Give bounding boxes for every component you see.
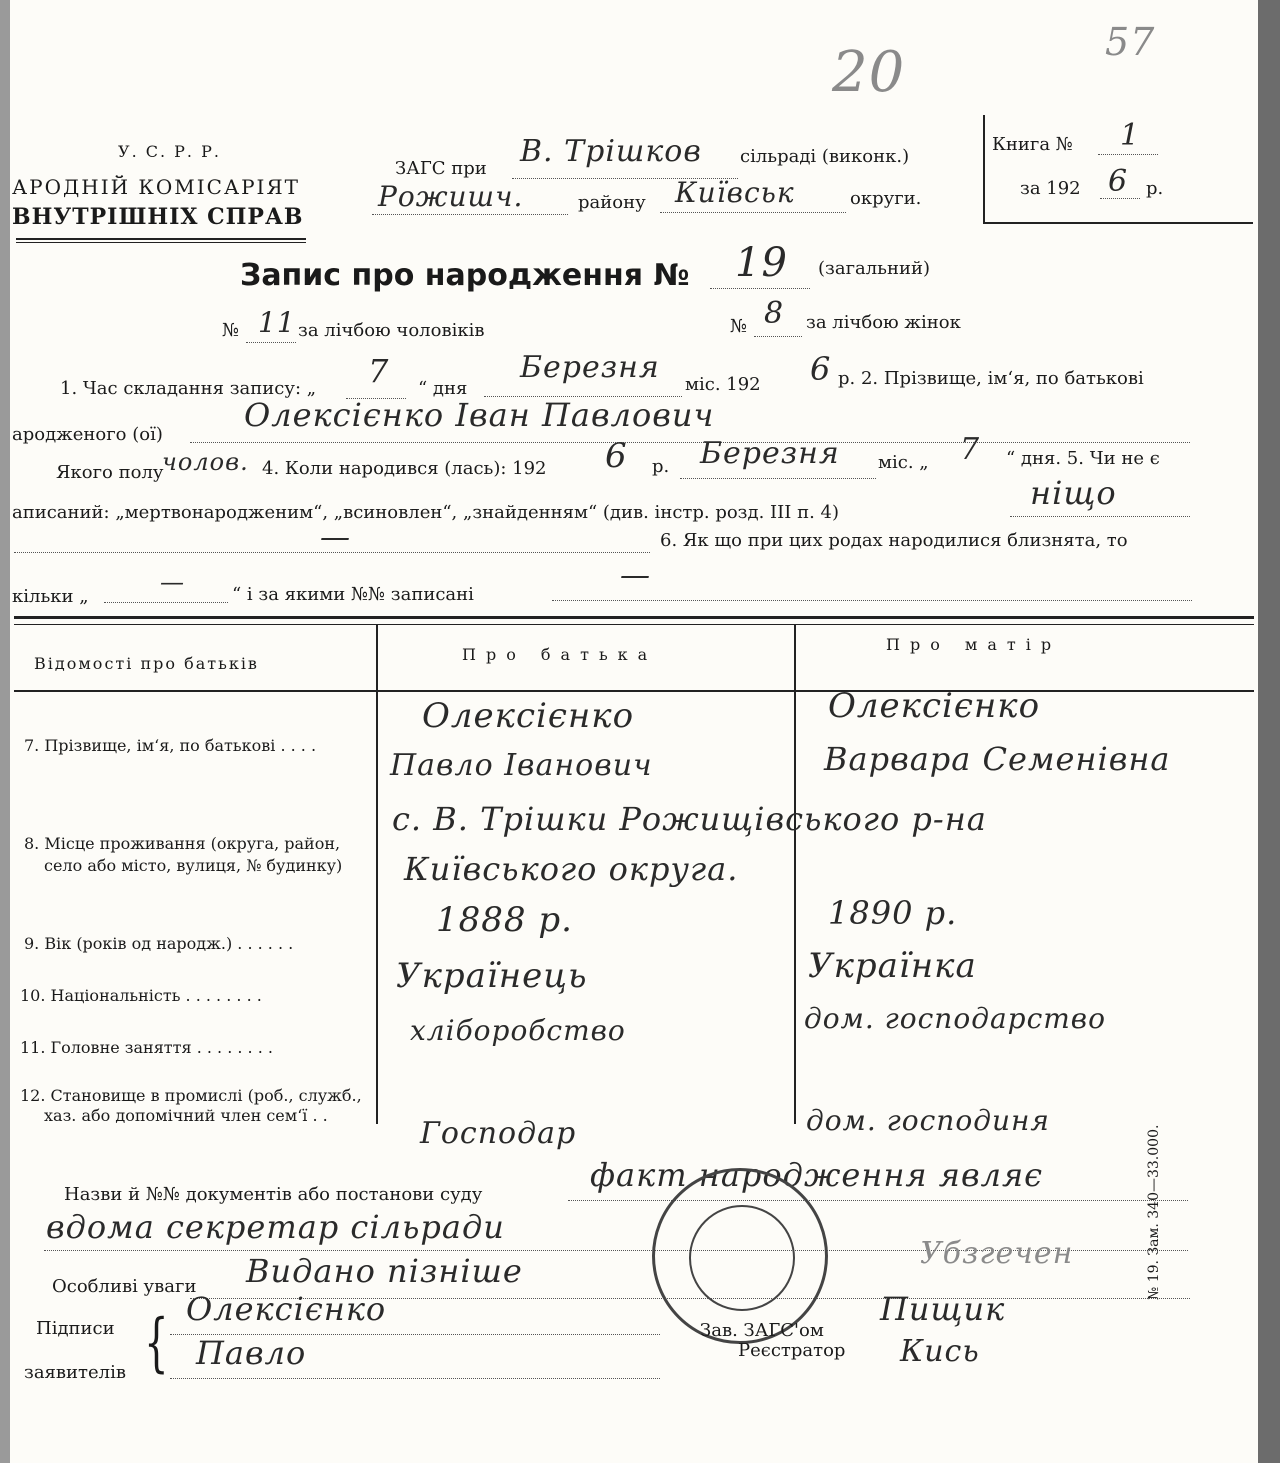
line5-text-a: 6. Як що при цих родах народилися близнята, то [660,530,1128,551]
line3-text-c: р. [652,456,670,477]
men-count-line [246,342,296,343]
table-top-rule-2 [14,624,1254,625]
residence-line-2: Київського округа. [404,850,739,888]
registrar-signature: Кись [900,1334,980,1369]
mother-occupation: дом. господарство [804,1002,1106,1035]
men-count-prefix: № [222,320,240,341]
residence-line-1: с. В. Трішки Рожищівського р-на [392,800,987,838]
notes-pencil-value: Убзгечен [920,1236,1074,1271]
official-stamp [652,1168,828,1344]
birth-month-value: Березня [700,436,840,471]
line1-text-c: міс. 192 [685,374,761,395]
record-general: (загальний) [818,258,930,279]
book-year-prefix: за 192 [1020,178,1081,199]
book-year-value: 6 [1108,164,1129,199]
district-line [372,214,568,215]
right-edge-shadow [1258,0,1280,1463]
line4-text-a: аписаний: „мертвонародженим“, „всиновлен“, „знайденням“ (див. інстр. розд. III п. 4) [12,502,839,523]
applicant-signature-2: Павло [196,1334,307,1372]
signatures-label-1: Підписи [36,1318,115,1339]
men-count-label: за лічбою чоловіків [298,320,485,341]
twins-count-value: — [160,568,185,596]
record-day-value: 7 [368,352,390,390]
line6-text-b: “ і за якими №№ записані [232,584,474,605]
women-count-label: за лічбою жінок [806,312,961,333]
status-continuation-line [14,552,650,553]
head-signature: Пищик [880,1290,1006,1328]
documents-line-1 [568,1200,1188,1201]
table-col-divider-1 [376,624,378,1124]
book-label: Книга № [992,134,1073,155]
documents-value-1: факт народження являє [590,1156,1044,1194]
line2-text-a: ародженого (ої) [12,424,163,445]
father-surname: Олексієнко [422,696,635,736]
notes-label: Особливі уваги [52,1276,197,1297]
zags-label: ЗАГС при [395,158,487,179]
line1-text-a: 1. Час складання запису: „ [60,378,317,399]
women-count-prefix: № [730,316,748,337]
table-top-rule [14,616,1254,619]
father-given-names: Павло Іванович [390,748,653,783]
signatures-label-2: заявителів [24,1362,126,1383]
table-col-divider-2 [794,624,796,1124]
pencil-mark-20: 20 [832,40,906,105]
row12-label-1: 12. Становище в промислі (роб., служб., [20,1086,362,1105]
child-name-value: Олексієнко Іван Павлович [244,396,715,434]
org-underline-2 [16,242,306,243]
row7-label: 7. Прізвище, ім‘я, по батькові . . . . [24,736,317,755]
women-count-value: 8 [764,296,785,331]
documents-value-2: вдома секретар сільради [46,1208,505,1246]
line1-text-b: “ дня [418,378,468,399]
father-birth-year: 1888 р. [436,900,573,940]
status-line [1010,516,1190,517]
record-number-line [710,288,810,289]
table-header-col1: Відомості про батьків [34,654,259,673]
org-line-3: ВНУТРІШНІХ СПРАВ [12,204,304,230]
row8-label-2: село або місто, вулиця, № будинку) [44,856,343,875]
mother-nationality: Українка [808,946,977,986]
row9-label: 9. Вік (років од народж.) . . . . . . [24,934,294,953]
status-value: ніщо [1030,474,1117,512]
village-value: В. Трішков [520,134,702,169]
row12-label-2: хаз. або допомічний член сем‘ї . . [44,1106,328,1125]
documents-label: Назви й №№ документів або постанови суду [64,1184,483,1205]
twins-records-line [552,600,1192,601]
district-label: району [578,192,646,213]
book-box-bottom [983,222,1253,224]
father-occupation: хліборобство [410,1014,626,1047]
mother-birth-year: 1890 р. [828,894,958,932]
okrug-value: Київськ [675,176,795,209]
status-continuation-value: — [320,520,351,555]
head-label: Зав. ЗАГС'ом [700,1320,824,1341]
signatures-brace: { [144,1306,169,1380]
okrug-label: округи. [850,188,922,209]
book-year-line [1100,198,1140,199]
line3-text-b: 4. Коли народився (лась): 192 [262,458,547,479]
twins-count-line [104,602,228,603]
table-header-col2: Про батька [462,645,658,664]
child-name-line [190,442,1190,443]
org-line-2: АРОДНІЙ КОМІСАРІЯТ [12,175,300,199]
side-print-reference: № 19. Зам. 340—33.000. [1146,1124,1162,1300]
book-line [1098,154,1158,155]
men-count-value: 11 [258,306,296,339]
table-header-rule [14,690,1254,692]
applicant-signature-line-2 [170,1378,660,1379]
book-number: 1 [1120,118,1141,153]
book-year-suffix: р. [1146,178,1164,199]
row11-label: 11. Головне заняття . . . . . . . . [20,1038,273,1057]
record-title: Запис про народження № [240,258,690,293]
birth-month-line [680,478,876,479]
mother-given-names: Варвара Семенівна [824,740,1171,778]
okrug-line [660,212,846,213]
row10-label: 10. Національність . . . . . . . . [20,986,262,1005]
twins-records-value: — [620,558,651,593]
registrar-label: Реєстратор [738,1340,846,1361]
org-line-1: У. С. Р. Р. [118,142,221,161]
birth-year-value: 6 [605,436,628,476]
table-header-col3: Про матір [886,635,1062,654]
left-edge-shadow [0,0,10,1463]
district-value: Рожишч. [378,180,524,213]
women-count-line [754,336,802,337]
mother-status: дом. господиня [806,1104,1050,1137]
father-status: Господар [420,1116,577,1151]
mother-surname: Олексієнко [828,686,1041,726]
line3-text-e: “ дня. 5. Чи не є [1006,448,1160,469]
record-month-value: Березня [520,350,660,385]
village-suffix: сільраді (виконк.) [740,146,910,167]
book-box-left [983,115,985,223]
record-number: 19 [735,240,788,286]
father-nationality: Українець [396,956,588,996]
line3-text-d: міс. „ [878,452,929,473]
org-underline [16,238,306,240]
birth-day-value: 7 [960,432,981,467]
record-year-value: 6 [810,350,832,388]
line1-text-d: р. 2. Прізвище, ім‘я, по батькові [838,368,1144,389]
applicant-signature-1: Олексієнко [186,1290,387,1328]
sex-value: чолов. [162,448,249,476]
pencil-mark-57: 57 [1105,20,1156,64]
row8-label-1: 8. Місце проживання (округа, район, [24,834,341,853]
line6-text-a: кільки „ [12,586,89,607]
line3-text-a: Якого полу [56,462,164,483]
notes-value: Видано пізніше [246,1252,523,1290]
